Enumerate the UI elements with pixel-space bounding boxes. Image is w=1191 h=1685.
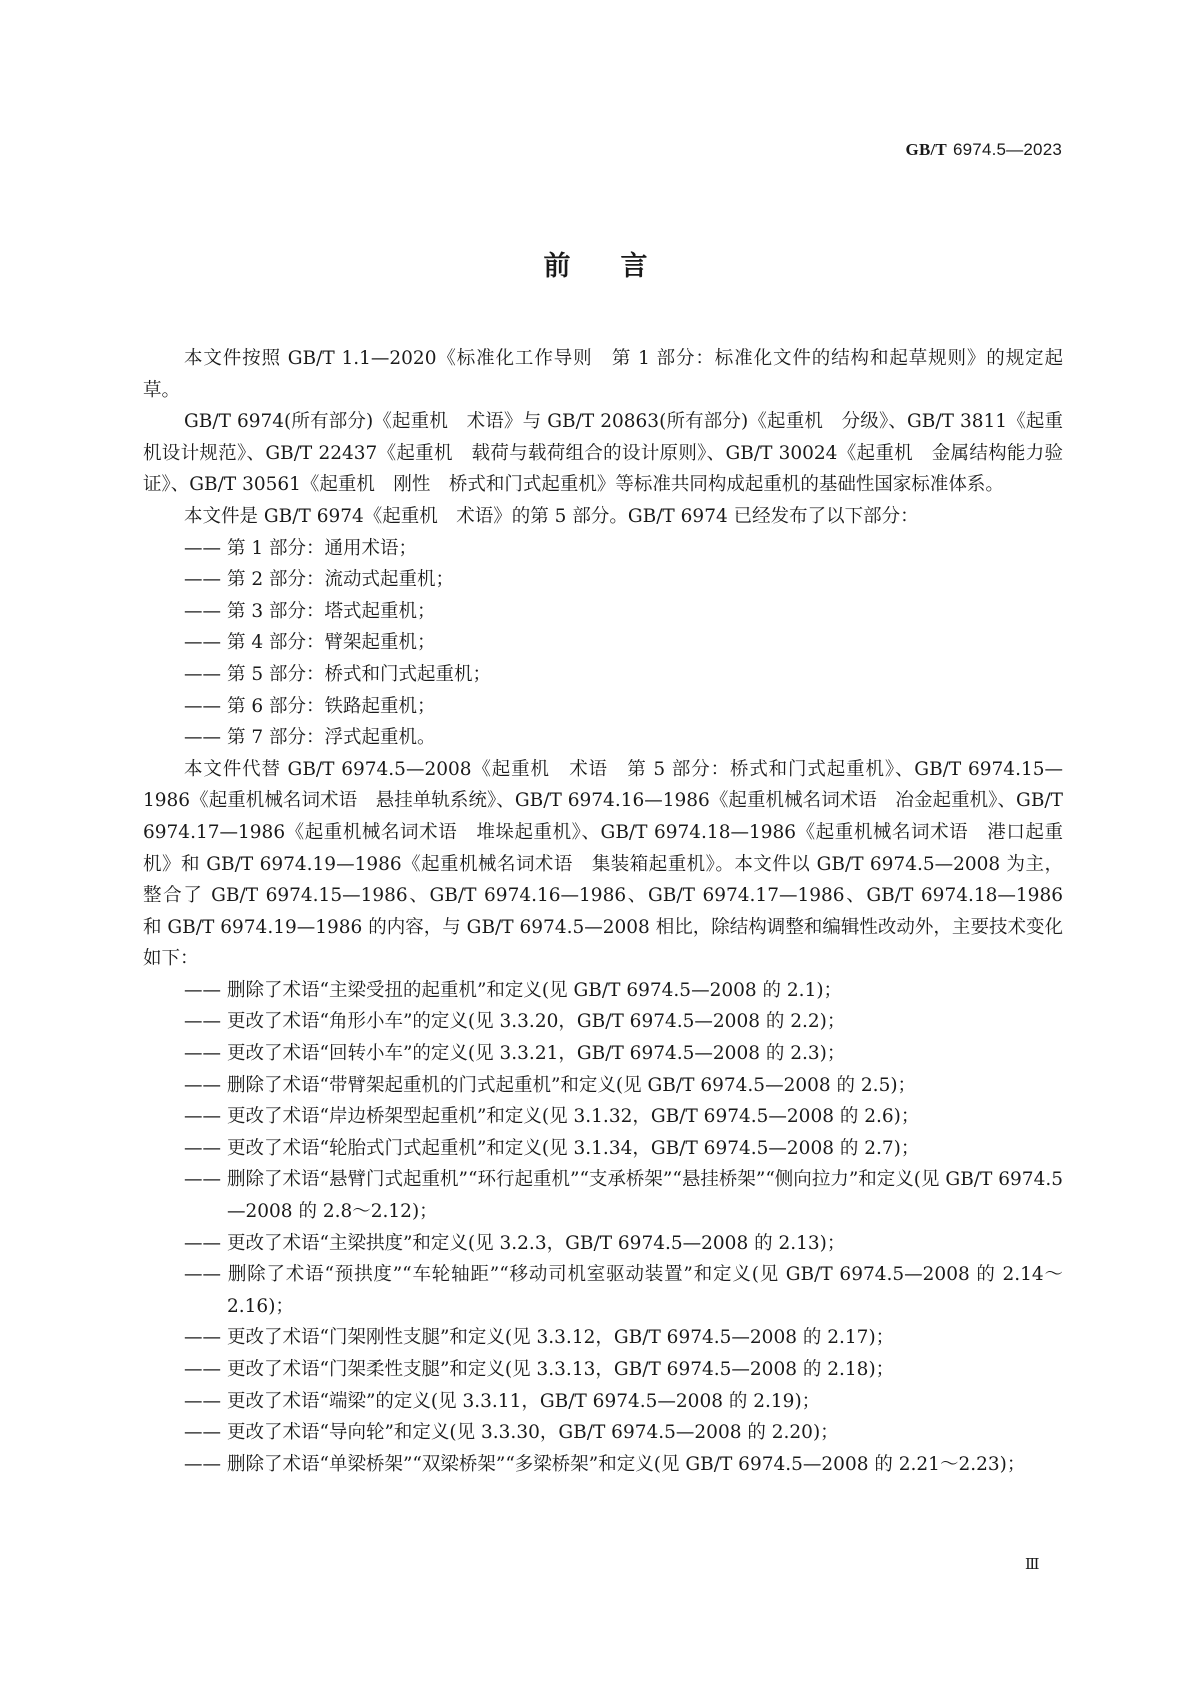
list-item: —— 更改了术语“导向轮”和定义(见 3.3.30，GB/T 6974.5—2008 的 2.20)； bbox=[143, 1417, 1063, 1449]
dash-marker: —— bbox=[184, 1106, 221, 1128]
standard-code-header bbox=[906, 140, 1062, 160]
dash-marker: —— bbox=[184, 1043, 221, 1065]
list-item: —— 第 1 部分：通用术语； bbox=[143, 533, 1063, 565]
paragraph-drafting-rules: 本文件按照 GB/T 1.1—2020《标准化工作导则 第 1 部分：标准化文件的结构和起草规则》的规定起草。 bbox=[143, 348, 1063, 401]
dash-marker: —— bbox=[184, 1137, 221, 1159]
list-item: —— 更改了术语“门架刚性支腿”和定义(见 3.3.12，GB/T 6974.5—2008 的 2.17)； bbox=[143, 1322, 1063, 1354]
dash-marker: —— bbox=[184, 1264, 221, 1286]
dash-marker: —— bbox=[184, 1011, 221, 1033]
dash-marker: —— bbox=[184, 1232, 221, 1254]
list-item: —— 更改了术语“回转小车”的定义(见 3.3.21，GB/T 6974.5—2008 的 2.3)； bbox=[143, 1038, 1063, 1070]
page-title: 前言 bbox=[543, 251, 698, 282]
dash-marker: —— bbox=[184, 569, 221, 591]
list-item: —— 第 3 部分：塔式起重机； bbox=[143, 596, 1063, 628]
dash-marker: —— bbox=[184, 1359, 221, 1380]
paragraph-part-intro: 本文件是 GB/T 6974《起重机 术语》的第 5 部分。GB/T 6974 已经发布了以下部分： bbox=[184, 505, 919, 527]
changes-list bbox=[143, 975, 1063, 1481]
list-item: —— 删除了术语“带臂架起重机的门式起重机”和定义(见 GB/T 6974.5—2008 的 2.5)； bbox=[143, 1070, 1063, 1102]
standard-number: 6974.5—2023 bbox=[952, 140, 1062, 159]
list-item: —— 第 2 部分：流动式起重机； bbox=[143, 564, 1063, 596]
dash-marker: —— bbox=[184, 632, 221, 654]
paragraph-replacement: 本文件代替 GB/T 6974.5—2008《起重机 术语 第 5 部分：桥式和门式起重机》、GB/T 6974.15—1986《起重机械名词术语 悬挂单轨系统》、GB/T 6974.16—1986《起重机械名词术语 冶金起重机》、GB/T 6974.17—1986《起重机械名词术语 堆垛起重机》、GB/T 6974.18—1986《起重机械名词术语 港口起重机》和 GB/T 6974.19—1986《起重机械名词术语 集装箱起重机》。本文件以 GB/T 6974.5—2008 为主，整合了 GB/T 6974.15—1986、GB/T 6974.16—1986、GB/T 6974.17—1986、GB/T 6974.18—1986 和 GB/T 6974.19—1986 的内容，与 GB/T 6974.5—2008 相比，除结构调整和编辑性改动外，主要技术变化如下： bbox=[143, 758, 1063, 970]
list-item: —— 第 7 部分：浮式起重机。 bbox=[143, 722, 1063, 754]
list-item: —— 更改了术语“门架柔性支腿”和定义(见 3.3.13，GB/T 6974.5—2008 的 2.18)； bbox=[143, 1354, 1063, 1386]
dash-marker: —— bbox=[184, 663, 221, 685]
list-item: —— 更改了术语“端梁”的定义(见 3.3.11，GB/T 6974.5—2008 的 2.19)； bbox=[143, 1386, 1063, 1418]
dash-marker: —— bbox=[184, 1169, 221, 1191]
list-item: —— 删除了术语“悬臂门式起重机”“环行起重机”“支承桥架”“悬挂桥架”“侧向拉力”和定义(见 GB/T 6974.5—2008 的 2.8～2.12)； bbox=[143, 1164, 1063, 1227]
dash-marker: —— bbox=[184, 600, 221, 622]
dash-marker: —— bbox=[184, 1453, 221, 1475]
page-number: Ⅲ bbox=[1025, 1555, 1040, 1573]
standard-prefix: GB/T bbox=[905, 140, 947, 159]
list-item: —— 更改了术语“轮胎式门式起重机”和定义(见 3.1.34，GB/T 6974.5—2008 的 2.7)； bbox=[143, 1133, 1063, 1165]
dash-marker: —— bbox=[184, 537, 221, 559]
dash-marker: —— bbox=[184, 727, 221, 749]
list-item: —— 更改了术语“岸边桥架型起重机”和定义(见 3.1.32，GB/T 6974.5—2008 的 2.6)； bbox=[143, 1101, 1063, 1133]
list-item: —— 第 6 部分：铁路起重机； bbox=[143, 691, 1063, 723]
dash-marker: —— bbox=[184, 1074, 221, 1096]
dash-marker: —— bbox=[184, 1422, 221, 1444]
dash-marker: —— bbox=[184, 695, 221, 717]
list-item: —— 更改了术语“主梁拱度”和定义(见 3.2.3，GB/T 6974.5—2008 的 2.13)； bbox=[143, 1228, 1063, 1260]
paragraph-standard-system: GB/T 6974(所有部分)《起重机 术语》与 GB/T 20863(所有部分)《起重机 分级》、GB/T 3811《起重机设计规范》、GB/T 22437《起重机 载荷与载荷组合的设计原则》、GB/T 30024《起重机 金属结构能力验证》、GB/T 30561《起重机 刚性 桥式和门式起重机》等标准共同构成起重机的基础性国家标准体系。 bbox=[143, 411, 1063, 496]
list-item: —— 更改了术语“角形小车”的定义(见 3.3.20，GB/T 6974.5—2008 的 2.2)； bbox=[143, 1006, 1063, 1038]
dash-marker: —— bbox=[184, 979, 221, 1001]
list-item: —— 第 5 部分：桥式和门式起重机； bbox=[143, 659, 1063, 691]
list-item: —— 删除了术语“主梁受扭的起重机”和定义(见 GB/T 6974.5—2008 的 2.1)； bbox=[143, 975, 1063, 1007]
list-item: —— 第 4 部分：臂架起重机； bbox=[143, 627, 1063, 659]
dash-marker: —— bbox=[184, 1390, 221, 1412]
document-body bbox=[143, 343, 1063, 1480]
parts-list bbox=[143, 533, 1063, 754]
list-item: —— 删除了术语“单梁桥架”“双梁桥架”“多梁桥架”和定义(见 GB/T 6974.5—2008 的 2.21～2.23)； bbox=[143, 1449, 1063, 1481]
dash-marker: —— bbox=[184, 1327, 221, 1349]
list-item: —— 删除了术语“预拱度”“车轮轴距”“移动司机室驱动装置”和定义(见 GB/T 6974.5—2008 的 2.14～2.16)； bbox=[143, 1259, 1063, 1322]
